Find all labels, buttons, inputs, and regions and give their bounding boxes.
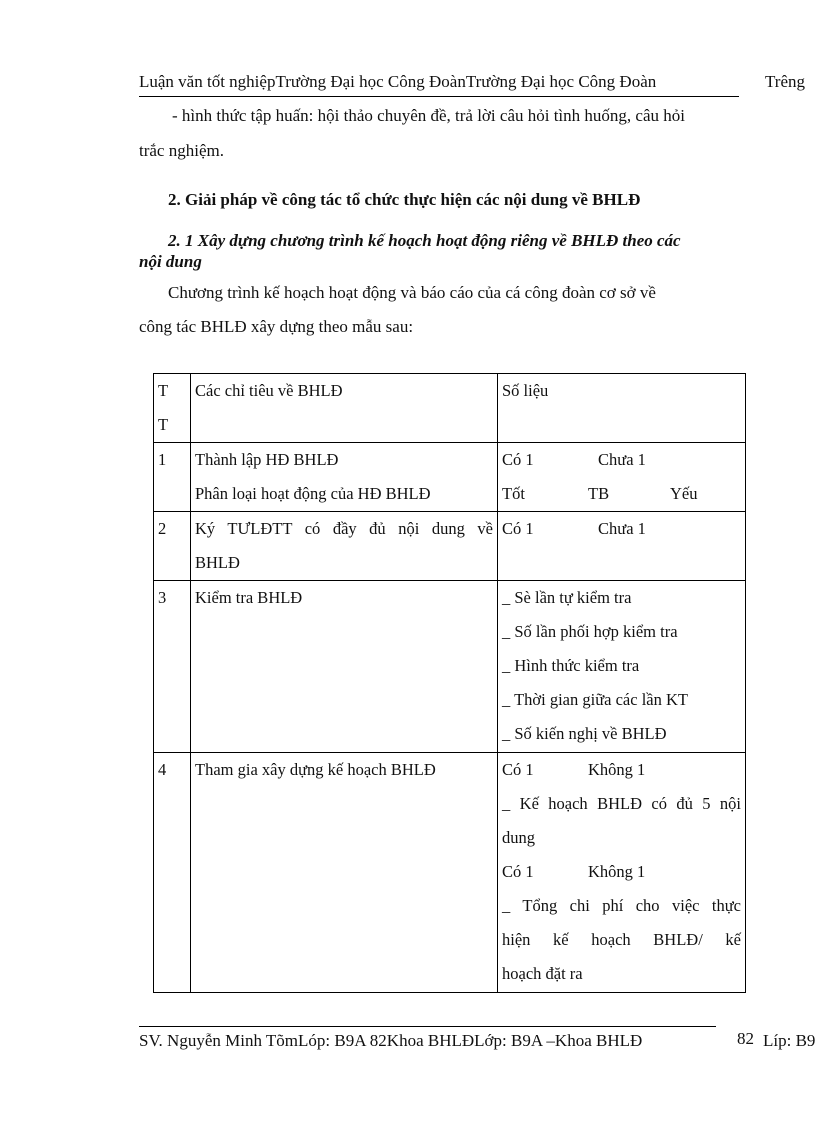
data-line: dung: [502, 828, 535, 847]
section-heading: 2. Giải pháp về công tác tổ chức thực hiện các nội dung về BHLĐ: [168, 190, 641, 209]
table-row: [154, 581, 746, 753]
data-options: [502, 477, 741, 511]
row-criteria: Kiểm tra BHLĐ: [191, 581, 498, 753]
paragraph-line: Chương trình kế hoạch hoạt động và báo cáo của cá công đoàn cơ sở về: [168, 283, 656, 302]
criteria-line: Phân loại hoạt động của HĐ BHLĐ: [195, 484, 431, 503]
bhld-criteria-table: [153, 373, 746, 993]
option-text: Có 1: [502, 519, 534, 538]
page-header: Luận văn tốt nghiệpTrường Đại học Công ĐoànTrường Đại học Công Đoàn: [139, 72, 657, 91]
footer-divider: [139, 1026, 716, 1027]
row-criteria: [191, 512, 498, 581]
option-text: Không 1: [588, 760, 646, 779]
header-tt-line: T: [158, 415, 169, 434]
data-line: hiện kế hoạch BHLĐ/ kế: [502, 930, 741, 949]
row-number: 1: [154, 443, 191, 512]
data-options: [502, 855, 741, 889]
page-footer: SV. Nguyễn Minh TõmLóp: B9A 82Khoa BHLĐLớp: B9A –Khoa BHLĐ: [139, 1031, 643, 1050]
paragraph-line: - hình thức tập huấn: hội thảo chuyên đề, trả lời câu hỏi tình huống, câu hỏi: [172, 106, 685, 125]
subsection-heading-cont: nội dung: [139, 252, 202, 271]
data-line: _ Hình thức kiểm tra: [502, 656, 640, 675]
criteria-line: BHLĐ: [195, 553, 240, 572]
page-header-right: Trêng: [765, 72, 805, 91]
option-text: Yếu: [670, 484, 698, 503]
header-criteria: Các chỉ tiêu về BHLĐ: [191, 374, 498, 443]
row-criteria: Tham gia xây dựng kế hoạch BHLĐ: [191, 753, 498, 993]
data-line: _ Tổng chi phí cho việc thực: [502, 896, 741, 915]
row-data: [498, 512, 746, 581]
data-line: _ Số kiến nghị về BHLĐ: [502, 724, 667, 743]
criteria-line: Ký TƯLĐTT có đầy đủ nội dung về: [195, 519, 493, 538]
data-options: [502, 443, 741, 477]
data-line: hoạch đặt ra: [502, 964, 583, 983]
data-line: _ Thời gian giữa các lần KT: [502, 690, 688, 709]
header-divider: [139, 96, 739, 97]
option-text: Có 1: [502, 862, 534, 881]
row-data: [498, 753, 746, 993]
subsection-heading: 2. 1 Xây dựng chương trình kế hoạch hoạt động riêng về BHLĐ theo các: [168, 231, 681, 250]
table-row: [154, 443, 746, 512]
data-line: _ Kế hoạch BHLĐ có đủ 5 nội: [502, 794, 741, 813]
row-data: [498, 581, 746, 753]
row-criteria: [191, 443, 498, 512]
table-row: [154, 753, 746, 993]
table-header-row: [154, 374, 746, 443]
header-tt-line: T: [158, 381, 169, 400]
paragraph-line: trắc nghiệm.: [139, 141, 224, 160]
data-line: _ Sè lần tự kiểm tra: [502, 588, 632, 607]
row-number: 4: [154, 753, 191, 993]
option-text: Chưa 1: [598, 519, 646, 538]
option-text: Tốt: [502, 484, 525, 503]
header-tt: [154, 374, 191, 443]
page-footer-right: Líp: B9: [763, 1031, 816, 1050]
row-data: [498, 443, 746, 512]
row-number: 3: [154, 581, 191, 753]
data-line: _ Số lần phối hợp kiểm tra: [502, 622, 678, 641]
row-number: 2: [154, 512, 191, 581]
criteria-line: Thành lập HĐ BHLĐ: [195, 450, 339, 469]
data-options: [502, 753, 741, 787]
option-text: Chưa 1: [598, 450, 646, 469]
paragraph-line: công tác BHLĐ xây dựng theo mẫu sau:: [139, 317, 414, 336]
table-row: [154, 512, 746, 581]
option-text: TB: [588, 484, 610, 503]
header-data: Số liệu: [498, 374, 746, 443]
page-number: 82: [737, 1029, 754, 1048]
data-options: [502, 512, 741, 546]
option-text: Có 1: [502, 760, 534, 779]
option-text: Có 1: [502, 450, 534, 469]
option-text: Không 1: [588, 862, 646, 881]
